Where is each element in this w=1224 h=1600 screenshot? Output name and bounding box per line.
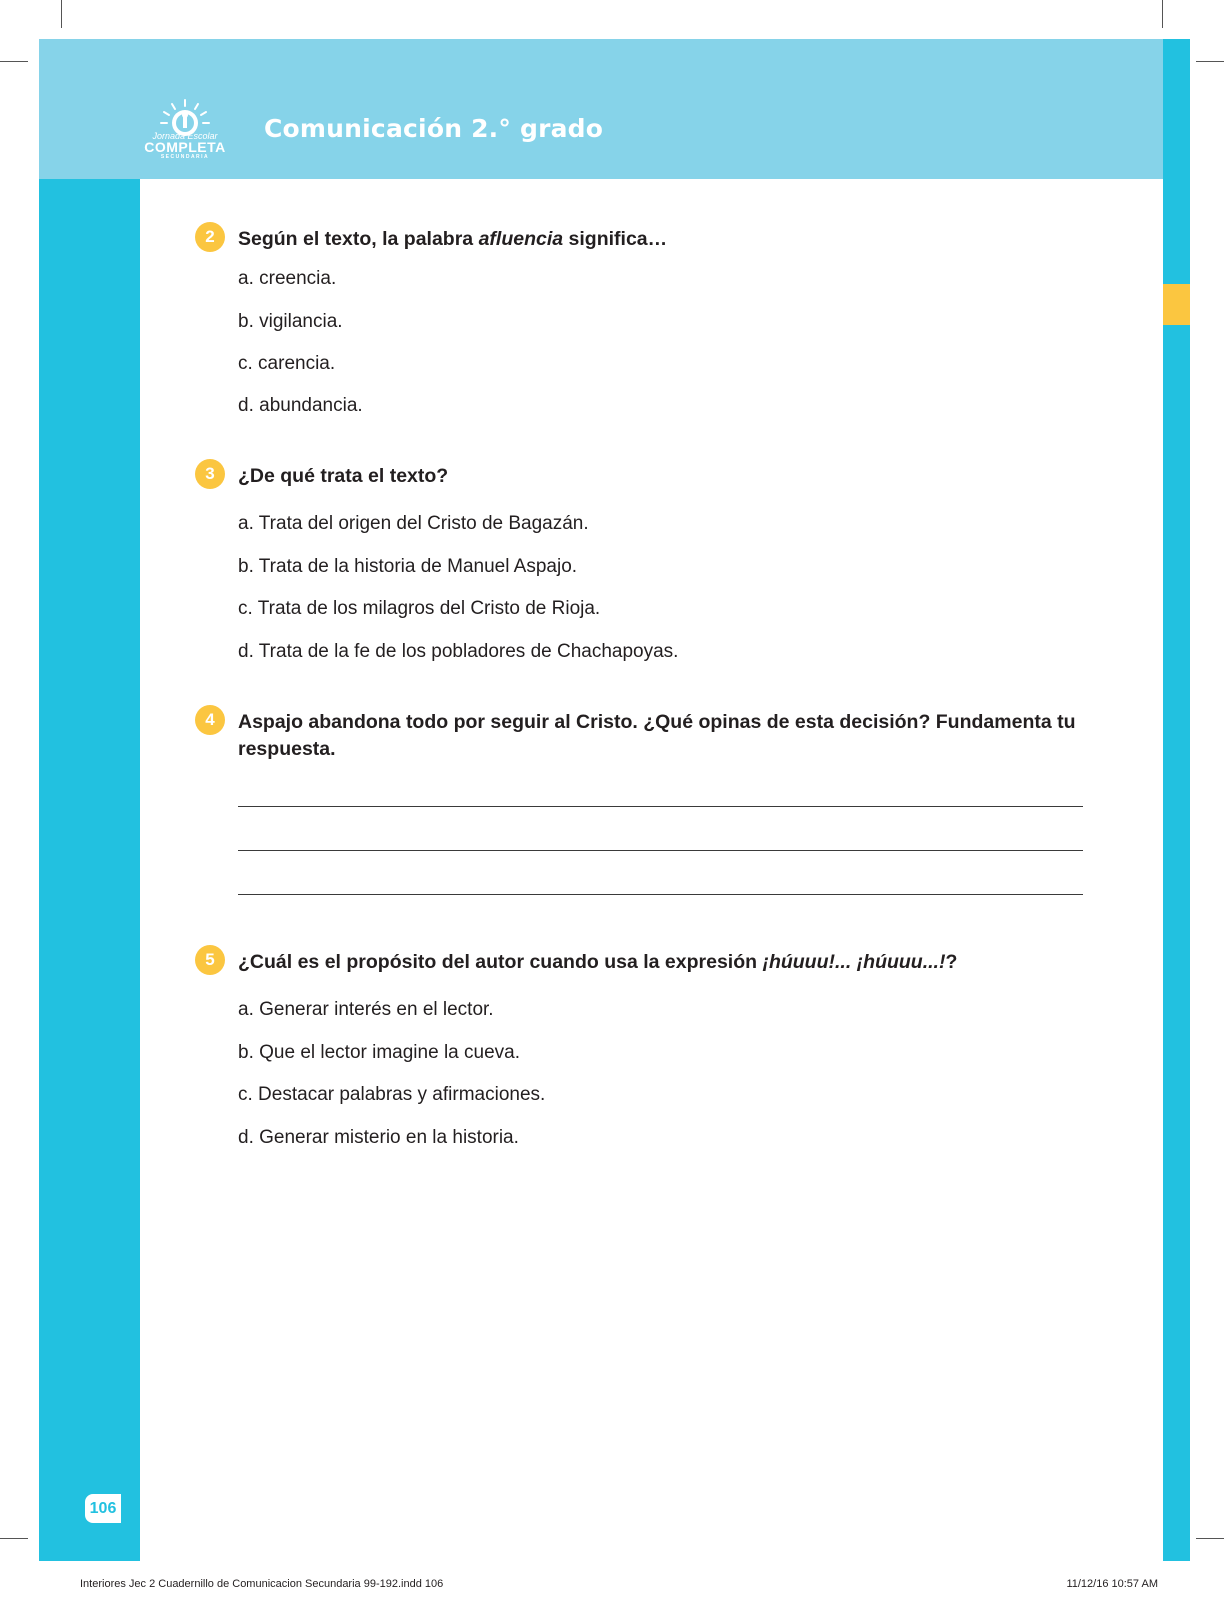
crop-mark	[1162, 0, 1163, 28]
question-3	[195, 459, 1095, 669]
option-c[interactable]: c. Destacar palabras y afirmaciones.	[238, 1084, 546, 1105]
option-c[interactable]: c. carencia.	[238, 353, 336, 374]
question-text-italic: ¡húuuu!... ¡húuuu...!	[762, 951, 946, 973]
option-b[interactable]: b. vigilancia.	[238, 311, 343, 332]
option-b[interactable]: b. Trata de la historia de Manuel Aspajo.	[238, 556, 578, 577]
option-c[interactable]: c. Trata de los milagros del Cristo de Rioja.	[238, 598, 601, 619]
footer-file-info: Interiores Jec 2 Cuadernillo de Comunicacion Secundaria 99-192.indd 106	[80, 1578, 444, 1590]
question-text-part: significa…	[563, 228, 668, 250]
right-side-band	[1163, 39, 1190, 1561]
question-text	[238, 226, 1088, 253]
logo-text-line1: Jornada Escolar	[152, 131, 218, 141]
question-text: ¿De qué trata el texto?	[238, 465, 449, 487]
question-number-badge: 3	[195, 459, 225, 489]
logo-text-line2: COMPLETA	[144, 139, 226, 155]
left-side-band	[39, 179, 140, 1561]
crop-mark	[1196, 61, 1224, 62]
question-text-italic: afluencia	[478, 228, 564, 250]
option-d[interactable]: d. Trata de la fe de los pobladores de Chachapoyas.	[238, 641, 679, 662]
crop-mark	[61, 0, 62, 28]
section-tab-marker	[1163, 284, 1190, 325]
crop-mark	[1196, 1538, 1224, 1539]
question-2	[195, 222, 1095, 422]
question-text-part: ¿Cuál es el propósito del autor cuando usa la expresión	[238, 951, 763, 973]
option-a[interactable]: a. creencia.	[238, 268, 337, 289]
crop-mark	[0, 1538, 28, 1539]
answer-line[interactable]	[238, 894, 1083, 895]
question-5	[195, 945, 1095, 1155]
option-d[interactable]: d. abundancia.	[238, 395, 363, 416]
footer-timestamp: 11/12/16 10:57 AM	[1066, 1578, 1158, 1590]
jornada-escolar-logo	[142, 98, 228, 160]
crop-mark	[0, 61, 28, 62]
page-number: 106	[85, 1494, 121, 1523]
question-number-badge: 5	[195, 945, 225, 975]
question-text: Aspajo abandona todo por seguir al Cristo. ¿Qué opinas de esta decisión? Fundamenta tu respuesta.	[238, 711, 1076, 760]
question-4	[195, 705, 1095, 775]
question-text-part: ?	[945, 951, 958, 973]
question-number-badge: 2	[195, 222, 225, 252]
page-header-title: Comunicación 2.° grado	[264, 114, 604, 143]
option-d[interactable]: d. Generar misterio en la historia.	[238, 1127, 519, 1148]
answer-line[interactable]	[238, 806, 1083, 807]
answer-line[interactable]	[238, 850, 1083, 851]
question-number-badge: 4	[195, 705, 225, 735]
logo-text-line3: SECUNDARIA	[160, 154, 210, 160]
question-text-part: Según el texto, la palabra	[238, 228, 479, 250]
option-a[interactable]: a. Generar interés en el lector.	[238, 999, 494, 1020]
option-b[interactable]: b. Que el lector imagine la cueva.	[238, 1042, 520, 1063]
option-a[interactable]: a. Trata del origen del Cristo de Bagazán.	[238, 513, 589, 534]
question-text	[238, 949, 1088, 976]
